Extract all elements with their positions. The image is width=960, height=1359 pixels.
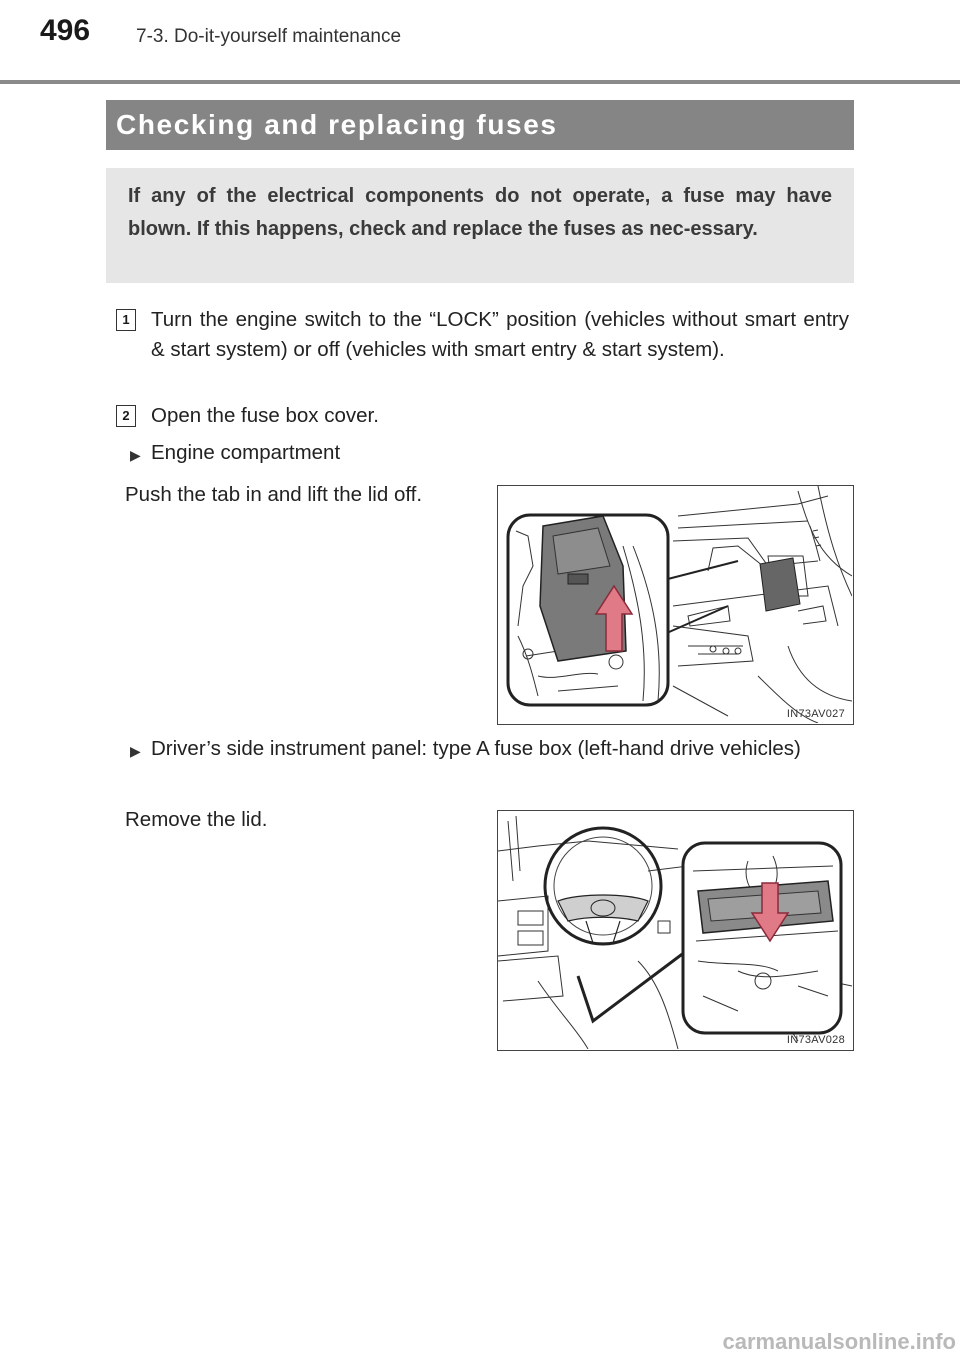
bullet-heading: Driver’s side instrument panel: type A fuse box (left-hand drive vehicles) (151, 737, 801, 760)
figure-engine-compartment (497, 485, 854, 725)
figure-code-1: IN73AV027 (786, 708, 845, 720)
instruction-instrument-panel: Remove the lid. (125, 808, 268, 831)
bullet-heading: Engine compartment (151, 441, 341, 464)
instruction-engine-compartment: Push the tab in and lift the lid off. (125, 483, 423, 506)
instrument-panel-illustration (498, 811, 852, 1049)
watermark: carmanualsonline.info (722, 1329, 956, 1354)
figure-code-2: IN73AV028 (786, 1034, 845, 1046)
intro-box: If any of the electrical components do not operate, a fuse may have blown. If this happens, check and replace the fuses as nec-essary. (106, 168, 854, 283)
page-number: 496 (40, 14, 91, 47)
triangle-right-icon: ▶ (130, 447, 141, 463)
step-text-1: Turn the engine switch to the “LOCK” position (vehicles without smart entry & start system) or off (vehicles with smart entry & start system). (151, 308, 849, 361)
section-path: 7-3. Do-it-yourself maintenance (136, 26, 402, 47)
step-text-2: Open the fuse box cover. (151, 404, 379, 427)
triangle-right-icon: ▶ (130, 743, 141, 759)
figure-instrument-panel (497, 810, 854, 1051)
header-divider (0, 80, 960, 84)
engine-compartment-illustration (498, 486, 852, 723)
page-title: Checking and replacing fuses (106, 100, 854, 150)
step-number-1: 1 (116, 309, 136, 331)
step-number-2: 2 (116, 405, 136, 427)
